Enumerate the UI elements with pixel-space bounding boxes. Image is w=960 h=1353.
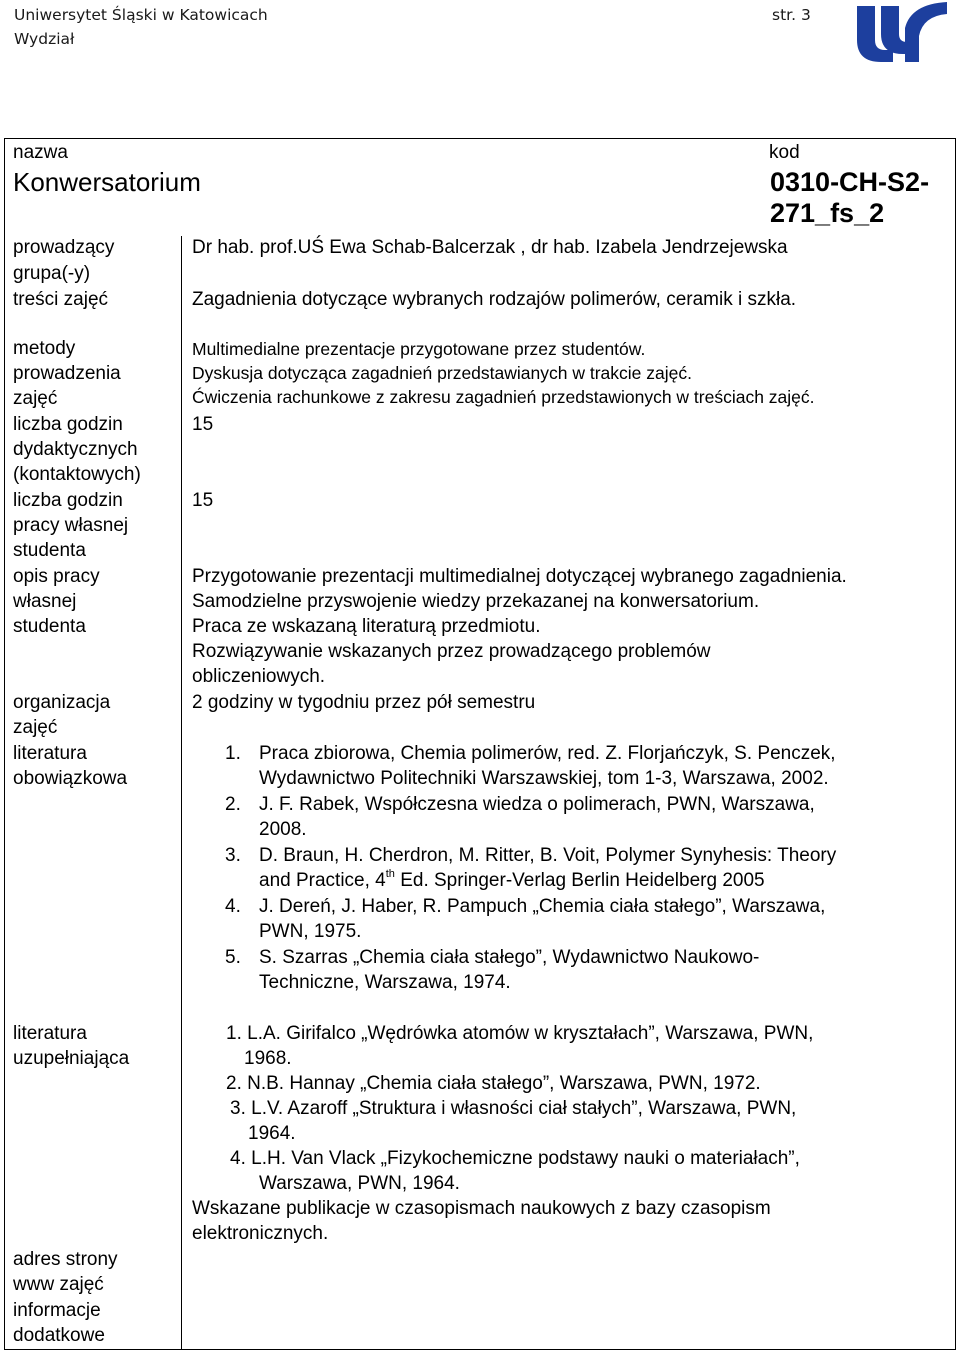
methods-line-2: Dyskusja dotycząca zagadnień przedstawianych w trakcie zajęć. [192,363,692,383]
self-study-hours-label-2: pracy własnej [13,515,129,536]
list-number: 2. [225,794,241,815]
required-literature-item-4-cont: PWN, 1975. [259,921,362,942]
contact-hours-label-1: liczba godzin [13,414,123,435]
ordinal-suffix: th [385,867,395,880]
name-label: nazwa [13,142,68,163]
list-number: 4. [225,896,241,917]
website-label-2: www zajęć [13,1274,104,1295]
list-number: 5. [225,947,241,968]
work-description-label-1: opis pracy [13,566,100,587]
work-description-label-3: studenta [13,616,86,637]
list-number: 3. [225,845,241,866]
supplementary-literature-line-1: 1. L.A. Girifalco „Wędrówka atomów w kryształach”, Warszawa, PWN, [226,1023,814,1044]
work-description-line-1: Przygotowanie prezentacji multimedialnej dotyczącej wybranego zagadnienia. [192,566,847,587]
organization-label-1: organizacja [13,692,111,713]
list-number: 1. [225,743,241,764]
required-literature-label-1: literatura [13,743,87,764]
list-text: J. F. Rabek, Współczesna wiedza o polimerach, PWN, Warszawa, [259,794,815,815]
supplementary-literature-line-5: 1964. [248,1123,296,1144]
list-text: Praca zbiorowa, Chemia polimerów, red. Z. Florjańczyk, S. Penczek, [259,743,836,764]
list-text: and Practice, 4 [259,870,386,891]
supplementary-literature-line-3: 2. N.B. Hannay „Chemia ciała stałego”, Warszawa, PWN, 1972. [226,1073,761,1094]
logo-shape-middle [881,6,909,54]
contact-hours-value: 15 [192,414,214,435]
work-description-line-3: Praca ze wskazaną literaturą przedmiotu. [192,616,541,637]
instructor-value: Dr hab. prof.UŚ Ewa Schab-Balcerzak , dr hab. Izabela Jendrzejewska [192,237,788,258]
required-literature-item-5-cont: Techniczne, Warszawa, 1974. [259,972,511,993]
organization-label-2: zajęć [13,717,58,738]
page-number: str. 3 [772,6,811,24]
contact-hours-label-2: dydaktycznych [13,439,138,460]
list-text: Ed. Springer-Verlag Berlin Heidelberg 2005 [394,870,765,891]
instructor-label: prowadzący [13,237,115,258]
methods-label-1: metody [13,338,76,359]
supplementary-literature-line-9: elektronicznych. [192,1223,329,1244]
column-divider [181,236,182,1350]
supplementary-literature-line-6: 4. L.H. Van Vlack „Fizykochemiczne podstawy nauki o materiałach”, [230,1148,800,1169]
content-label: treści zajęć [13,289,109,310]
supplementary-literature-line-2: 1968. [244,1048,292,1069]
supplementary-literature-line-4: 3. L.V. Azaroff „Struktura i własności ciał stałych”, Warszawa, PWN, [230,1098,797,1119]
required-literature-item-3 [225,843,836,869]
self-study-hours-label-3: studenta [13,540,86,561]
university-logo [853,0,949,64]
course-name: Konwersatorium [13,167,201,197]
organization-value: 2 godziny w tygodniu przez pół semestru [192,692,536,713]
course-code-line2: 271_fs_2 [770,198,885,228]
additional-info-label-1: informacje [13,1300,101,1321]
self-study-hours-value: 15 [192,490,214,511]
supplementary-literature-line-8: Wskazane publikacje w czasopismach naukowych z bazy czasopism [192,1198,771,1219]
methods-line-1: Multimedialne prezentacje przygotowane przez studentów. [192,339,646,359]
required-literature-label-2: obowiązkowa [13,768,128,789]
required-literature-item-1 [225,741,836,767]
supplementary-literature-label-2: uzupełniająca [13,1048,130,1069]
required-literature-item-3-cont [259,868,765,894]
self-study-hours-label-1: liczba godzin [13,490,123,511]
required-literature-item-2-cont: 2008. [259,819,307,840]
additional-info-label-2: dodatkowe [13,1325,105,1346]
supplementary-literature-label-1: literatura [13,1023,87,1044]
required-literature-item-5 [225,945,759,971]
content-value: Zagadnienia dotyczące wybranych rodzajów polimerów, ceramik i szkła. [192,289,797,310]
work-description-line-4: Rozwiązywanie wskazanych przez prowadzącego problemów [192,641,711,662]
work-description-line-2: Samodzielne przyswojenie wiedzy przekazanej na konwersatorium. [192,591,760,612]
list-text: J. Dereń, J. Haber, R. Pampuch „Chemia ciała stałego”, Warszawa, [259,896,826,917]
list-text: S. Szarras „Chemia ciała stałego”, Wydawnictwo Naukowo- [259,947,760,968]
group-label: grupa(-y) [13,263,91,284]
methods-line-3: Ćwiczenia rachunkowe z zakresu zagadnień przedstawionych w treściach zajęć. [192,387,815,407]
list-text: D. Braun, H. Cherdron, M. Ritter, B. Voit, Polymer Synyhesis: Theory [259,845,837,866]
logo-shape-swoosh [905,2,947,62]
methods-label-3: zajęć [13,388,58,409]
header-department: Wydział [14,30,75,48]
work-description-label-2: własnej [13,591,77,612]
required-literature-item-1-cont: Wydawnictwo Politechniki Warszawskiej, tom 1-3, Warszawa, 2002. [259,768,829,789]
work-description-line-5: obliczeniowych. [192,666,326,687]
website-label-1: adres strony [13,1249,118,1270]
supplementary-literature-line-7: Warszawa, PWN, 1964. [259,1173,460,1194]
required-literature-item-4 [225,894,825,920]
contact-hours-label-3: (kontaktowych) [13,464,141,485]
required-literature-item-2 [225,792,815,818]
course-code-line1: 0310-CH-S2- [770,167,930,197]
code-label: kod [769,142,800,163]
methods-label-2: prowadzenia [13,363,121,384]
header-university: Uniwersytet Śląski w Katowicach [14,6,268,24]
